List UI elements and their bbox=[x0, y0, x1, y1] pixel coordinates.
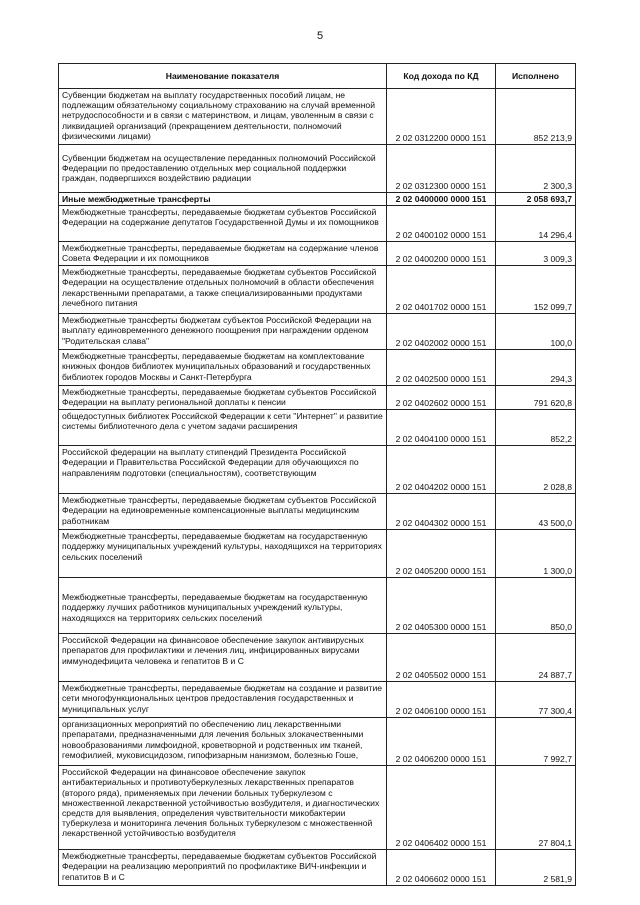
table-row bbox=[59, 718, 576, 766]
report-table bbox=[58, 63, 576, 886]
row-code: 2 02 0405300 0000 151 bbox=[387, 578, 496, 634]
row-name: Межбюджетные трансферты, передаваемые бюджетам субъектов Российской Федерации на единовременные компенсационные выплаты медицинским работникам bbox=[59, 494, 387, 530]
row-code: 2 02 0402500 0000 151 bbox=[387, 350, 496, 386]
table-row bbox=[59, 350, 576, 386]
table-row bbox=[59, 242, 576, 266]
row-value: 2 581,9 bbox=[496, 850, 576, 886]
column-header-name: Наименование показателя bbox=[59, 64, 387, 89]
table-row bbox=[59, 850, 576, 886]
row-code: 2 02 0404100 0000 151 bbox=[387, 410, 496, 446]
table-row bbox=[59, 206, 576, 242]
table-row bbox=[59, 89, 576, 145]
row-code: 2 02 0406602 0000 151 bbox=[387, 850, 496, 886]
row-code: 2 02 0404302 0000 151 bbox=[387, 494, 496, 530]
row-value: 152 099,7 bbox=[496, 266, 576, 314]
row-code: 2 02 0404202 0000 151 bbox=[387, 446, 496, 494]
row-code: 2 02 0405200 0000 151 bbox=[387, 530, 496, 578]
row-name: Межбюджетные трансферты, передаваемые бюджетам на государственную поддержку лучших работников муниципальных учреждений культуры, находящихся на территориях сельских поселений bbox=[59, 578, 387, 634]
row-name: Межбюджетные трансферты, передаваемые бюджетам субъектов Российской Федерации на осуществление отдельных полномочий в области обеспечения лекарственными препаратами, а также специализированными продуктами лечебного питания bbox=[59, 266, 387, 314]
row-value: 852,2 bbox=[496, 410, 576, 446]
row-value: 77 300,4 bbox=[496, 682, 576, 718]
row-name: Российской Федерации на финансовое обеспечение закупок антивирусных препаратов для профилактики и лечения лиц, инфицированных вирусами иммунодефицита человека и гепатитов В и С bbox=[59, 634, 387, 682]
row-code: 2 02 0402602 0000 151 bbox=[387, 386, 496, 410]
row-name: Субвенции бюджетам на выплату государственных пособий лицам, не подлежащим обязательному социальному страхованию на случай временной нетрудоспособности и в связи с материнством, и лицам, уволенным в связи с ликвидацией организаций (прекращением деятельности, полномочий физическими лицами) bbox=[59, 89, 387, 145]
table-row bbox=[59, 314, 576, 350]
table-row bbox=[59, 682, 576, 718]
row-code: 2 02 0401702 0000 151 bbox=[387, 266, 496, 314]
row-name: организационных мероприятий по обеспечению лиц лекарственными препаратами, предназначенными для лечения больных злокачественными новообразованиями лимфоидной, кроветворной и родственных им тканей, гемофилией, муковисцидозом, гипофизарным нанизмом, болезнью Гоше, bbox=[59, 718, 387, 766]
row-name: Межбюджетные трансферты, передаваемые бюджетам на комплектование книжных фондов библиотек муниципальных образований и государственных библиотек городов Москвы и Санкт-Петербурга bbox=[59, 350, 387, 386]
row-value: 100,0 bbox=[496, 314, 576, 350]
row-name: Субвенции бюджетам на осуществление переданных полномочий Российской Федерации по предоставлению отдельных мер социальной поддержки граждан, подвергшихся воздействию радиации bbox=[59, 145, 387, 193]
table-row bbox=[59, 634, 576, 682]
table-row bbox=[59, 193, 576, 206]
row-code: 2 02 0402002 0000 151 bbox=[387, 314, 496, 350]
row-name: Межбюджетные трансферты, передаваемые бюджетам на создание и развитие сети многофункциональных центров предоставления государственных и муниципальных услуг bbox=[59, 682, 387, 718]
table-row bbox=[59, 266, 576, 314]
row-name: Межбюджетные трансферты, передаваемые бюджетам субъектов Российской Федерации на содержание депутатов Государственной Думы и их помощников bbox=[59, 206, 387, 242]
row-value: 850,0 bbox=[496, 578, 576, 634]
row-code: 2 02 0400102 0000 151 bbox=[387, 206, 496, 242]
row-value: 43 500,0 bbox=[496, 494, 576, 530]
row-code: 2 02 0405502 0000 151 bbox=[387, 634, 496, 682]
table-row bbox=[59, 410, 576, 446]
row-name: Межбюджетные трансферты, передаваемые бюджетам на содержание членов Совета Федерации и их помощников bbox=[59, 242, 387, 266]
row-code: 2 02 0406200 0000 151 bbox=[387, 718, 496, 766]
page-number: 5 bbox=[316, 30, 324, 42]
row-value: 294,3 bbox=[496, 350, 576, 386]
row-code: 2 02 0406100 0000 151 bbox=[387, 682, 496, 718]
row-value: 852 213,9 bbox=[496, 89, 576, 145]
row-value: 1 300,0 bbox=[496, 530, 576, 578]
row-name: Иные межбюджетные трансферты bbox=[59, 193, 387, 206]
table-row bbox=[59, 494, 576, 530]
row-name: общедоступных библиотек Российской Федерации к сети "Интернет" и развитие системы библиотечного дела с учетом задачи расширения bbox=[59, 410, 387, 446]
row-value: 14 296,4 bbox=[496, 206, 576, 242]
row-value: 27 804,1 bbox=[496, 766, 576, 850]
table-header-row bbox=[59, 64, 576, 89]
row-name: Межбюджетные трансферты бюджетам субъектов Российской Федерации на выплату единовременного денежного поощрения при награждении орденом "Родительская слава" bbox=[59, 314, 387, 350]
table-row bbox=[59, 578, 576, 634]
row-value: 791 620,8 bbox=[496, 386, 576, 410]
row-name: Межбюджетные трансферты, передаваемые бюджетам на государственную поддержку муниципальных учреждений культуры, находящихся на территориях сельских поселений bbox=[59, 530, 387, 578]
row-code: 2 02 0312300 0000 151 bbox=[387, 145, 496, 193]
table-row bbox=[59, 446, 576, 494]
column-header-code: Код дохода по КД bbox=[387, 64, 496, 89]
row-name: Межбюджетные трансферты, передаваемые бюджетам субъектов Российской Федерации на реализацию мероприятий по профилактике ВИЧ-инфекции и гепатитов В и С bbox=[59, 850, 387, 886]
row-code: 2 02 0400200 0000 151 bbox=[387, 242, 496, 266]
row-name: Российской федерации на выплату стипендий Президента Российской Федерации и Правительства Российской Федерации для обучающихся по направлениям подготовки (специальностям), соответствующим bbox=[59, 446, 387, 494]
row-value: 2 028,8 bbox=[496, 446, 576, 494]
row-name: Межбюджетные трансферты, передаваемые бюджетам субъектов Российской Федерации на выплату региональной доплаты к пенсии bbox=[59, 386, 387, 410]
column-header-value: Исполнено bbox=[496, 64, 576, 89]
table-row bbox=[59, 386, 576, 410]
row-value: 2 058 693,7 bbox=[496, 193, 576, 206]
table-row bbox=[59, 145, 576, 193]
row-value: 3 009,3 bbox=[496, 242, 576, 266]
row-value: 7 992,7 bbox=[496, 718, 576, 766]
table-row bbox=[59, 766, 576, 850]
row-code: 2 02 0400000 0000 151 bbox=[387, 193, 496, 206]
row-code: 2 02 0312200 0000 151 bbox=[387, 89, 496, 145]
row-name: Российской Федерации на финансовое обеспечение закупок антибактериальных и противотуберкулезных лекарственных препаратов (второго ряда), применяемых при лечении больных туберкулезом с множественной лекарственной устойчивостью возбудителя, и диагностических средств для выявления, определения чувствительности микобактерии туберкулеза и мониторинга лечения больных туберкулезом с множественной лекарственной устойчивостью возбудителя bbox=[59, 766, 387, 850]
row-value: 2 300,3 bbox=[496, 145, 576, 193]
row-value: 24 887,7 bbox=[496, 634, 576, 682]
table-row bbox=[59, 530, 576, 578]
row-code: 2 02 0406402 0000 151 bbox=[387, 766, 496, 850]
